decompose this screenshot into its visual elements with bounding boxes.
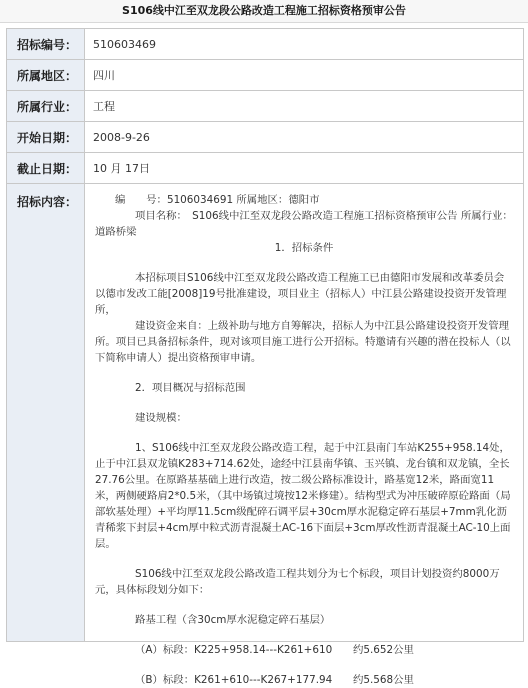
bid-number-value: 510603469 bbox=[93, 37, 156, 51]
content-paragraph: （B）标段：K261+610---K267+177.94 约5.568公里 bbox=[135, 674, 414, 686]
start-date-label: 开始日期： bbox=[7, 122, 85, 152]
content-paragraph: 建设规模： bbox=[135, 412, 187, 424]
industry-label: 所属行业： bbox=[7, 91, 85, 121]
row-content bbox=[7, 184, 523, 686]
section-heading-2: 2．项目概况与招标范围 bbox=[135, 382, 246, 394]
content-paragraph: S106线中江至双龙段公路改造工程共划分为七个标段，项目计划投资约8000万元，具体标段划分如下： bbox=[95, 568, 500, 596]
content-paragraph: 本招标项目S106线中江至双龙段公路改造工程施工已由德阳市发展和改革委员会以德市发改工能[2008]19号批准建设，项目业主（招标人）中江县公路建设投资开发管理所， bbox=[95, 272, 507, 316]
content-paragraph: 路基工程（含30cm厚水泥稳定碎石基层） bbox=[135, 614, 331, 626]
region-value: 四川 bbox=[93, 69, 115, 82]
row-region bbox=[7, 60, 523, 91]
content-paragraph: 建设资金来自：上级补助与地方自筹解决，招标人为中江县公路建设投资开发管理所。项目已具备招标条件，现对该项目施工进行公开招标。特邀请有兴趣的潜在投标人（以下简称申请人）提出资格预审申请。 bbox=[95, 320, 511, 364]
end-date-value: 10 月 17日 bbox=[93, 162, 150, 175]
row-industry bbox=[7, 91, 523, 122]
content-project-line: 项目名称： S106线中江至双龙段公路改造工程施工招标资格预审公告 所属行业：道路桥梁 bbox=[95, 210, 513, 238]
row-start-date bbox=[7, 122, 523, 153]
content-paragraph: 1、S106线中江至双龙段公路改造工程，起于中江县南门车站K255+958.14处，止于中江县双龙镇K283+714.62处，途经中江县南华镇、玉兴镇、龙台镇和双龙镇，全长27.76公里。在原路基基础上进行改造，按二级公路标准设计，路基宽12米，路面宽11米，两侧硬路肩2*0.5米，（其中场镇过境按12米修建）。结构型式为冲压破碎原砼路面（局部软基处理）+平均厚11.5cm级配碎石调平层+30cm厚水泥稳定碎石基层+7mm乳化沥青稀浆下封层+4cm厚中粒式沥青混凝土AC-16下面层+3cm厚改性沥青混凝土AC-10上面层。 bbox=[95, 442, 511, 550]
section-heading-1: 1．招标条件 bbox=[274, 242, 334, 254]
end-date-label: 截止日期： bbox=[7, 153, 85, 183]
row-bid-number bbox=[7, 29, 523, 60]
start-date-value: 2008-9-26 bbox=[93, 130, 150, 144]
bid-number-label: 招标编号： bbox=[7, 29, 85, 59]
notice-table bbox=[6, 28, 524, 686]
content-body bbox=[85, 184, 523, 686]
region-label: 所属地区： bbox=[7, 60, 85, 90]
content-label: 招标内容： bbox=[7, 184, 85, 641]
row-end-date bbox=[7, 153, 523, 184]
industry-value: 工程 bbox=[93, 100, 115, 113]
content-paragraph: （A）标段：K225+958.14---K261+610 约5.652公里 bbox=[135, 644, 414, 656]
page-title: S106线中江至双龙段公路改造工程施工招标资格预审公告 bbox=[0, 0, 528, 23]
content-number-line: 编 号：5106034691 所属地区：德阳市 bbox=[115, 194, 320, 206]
